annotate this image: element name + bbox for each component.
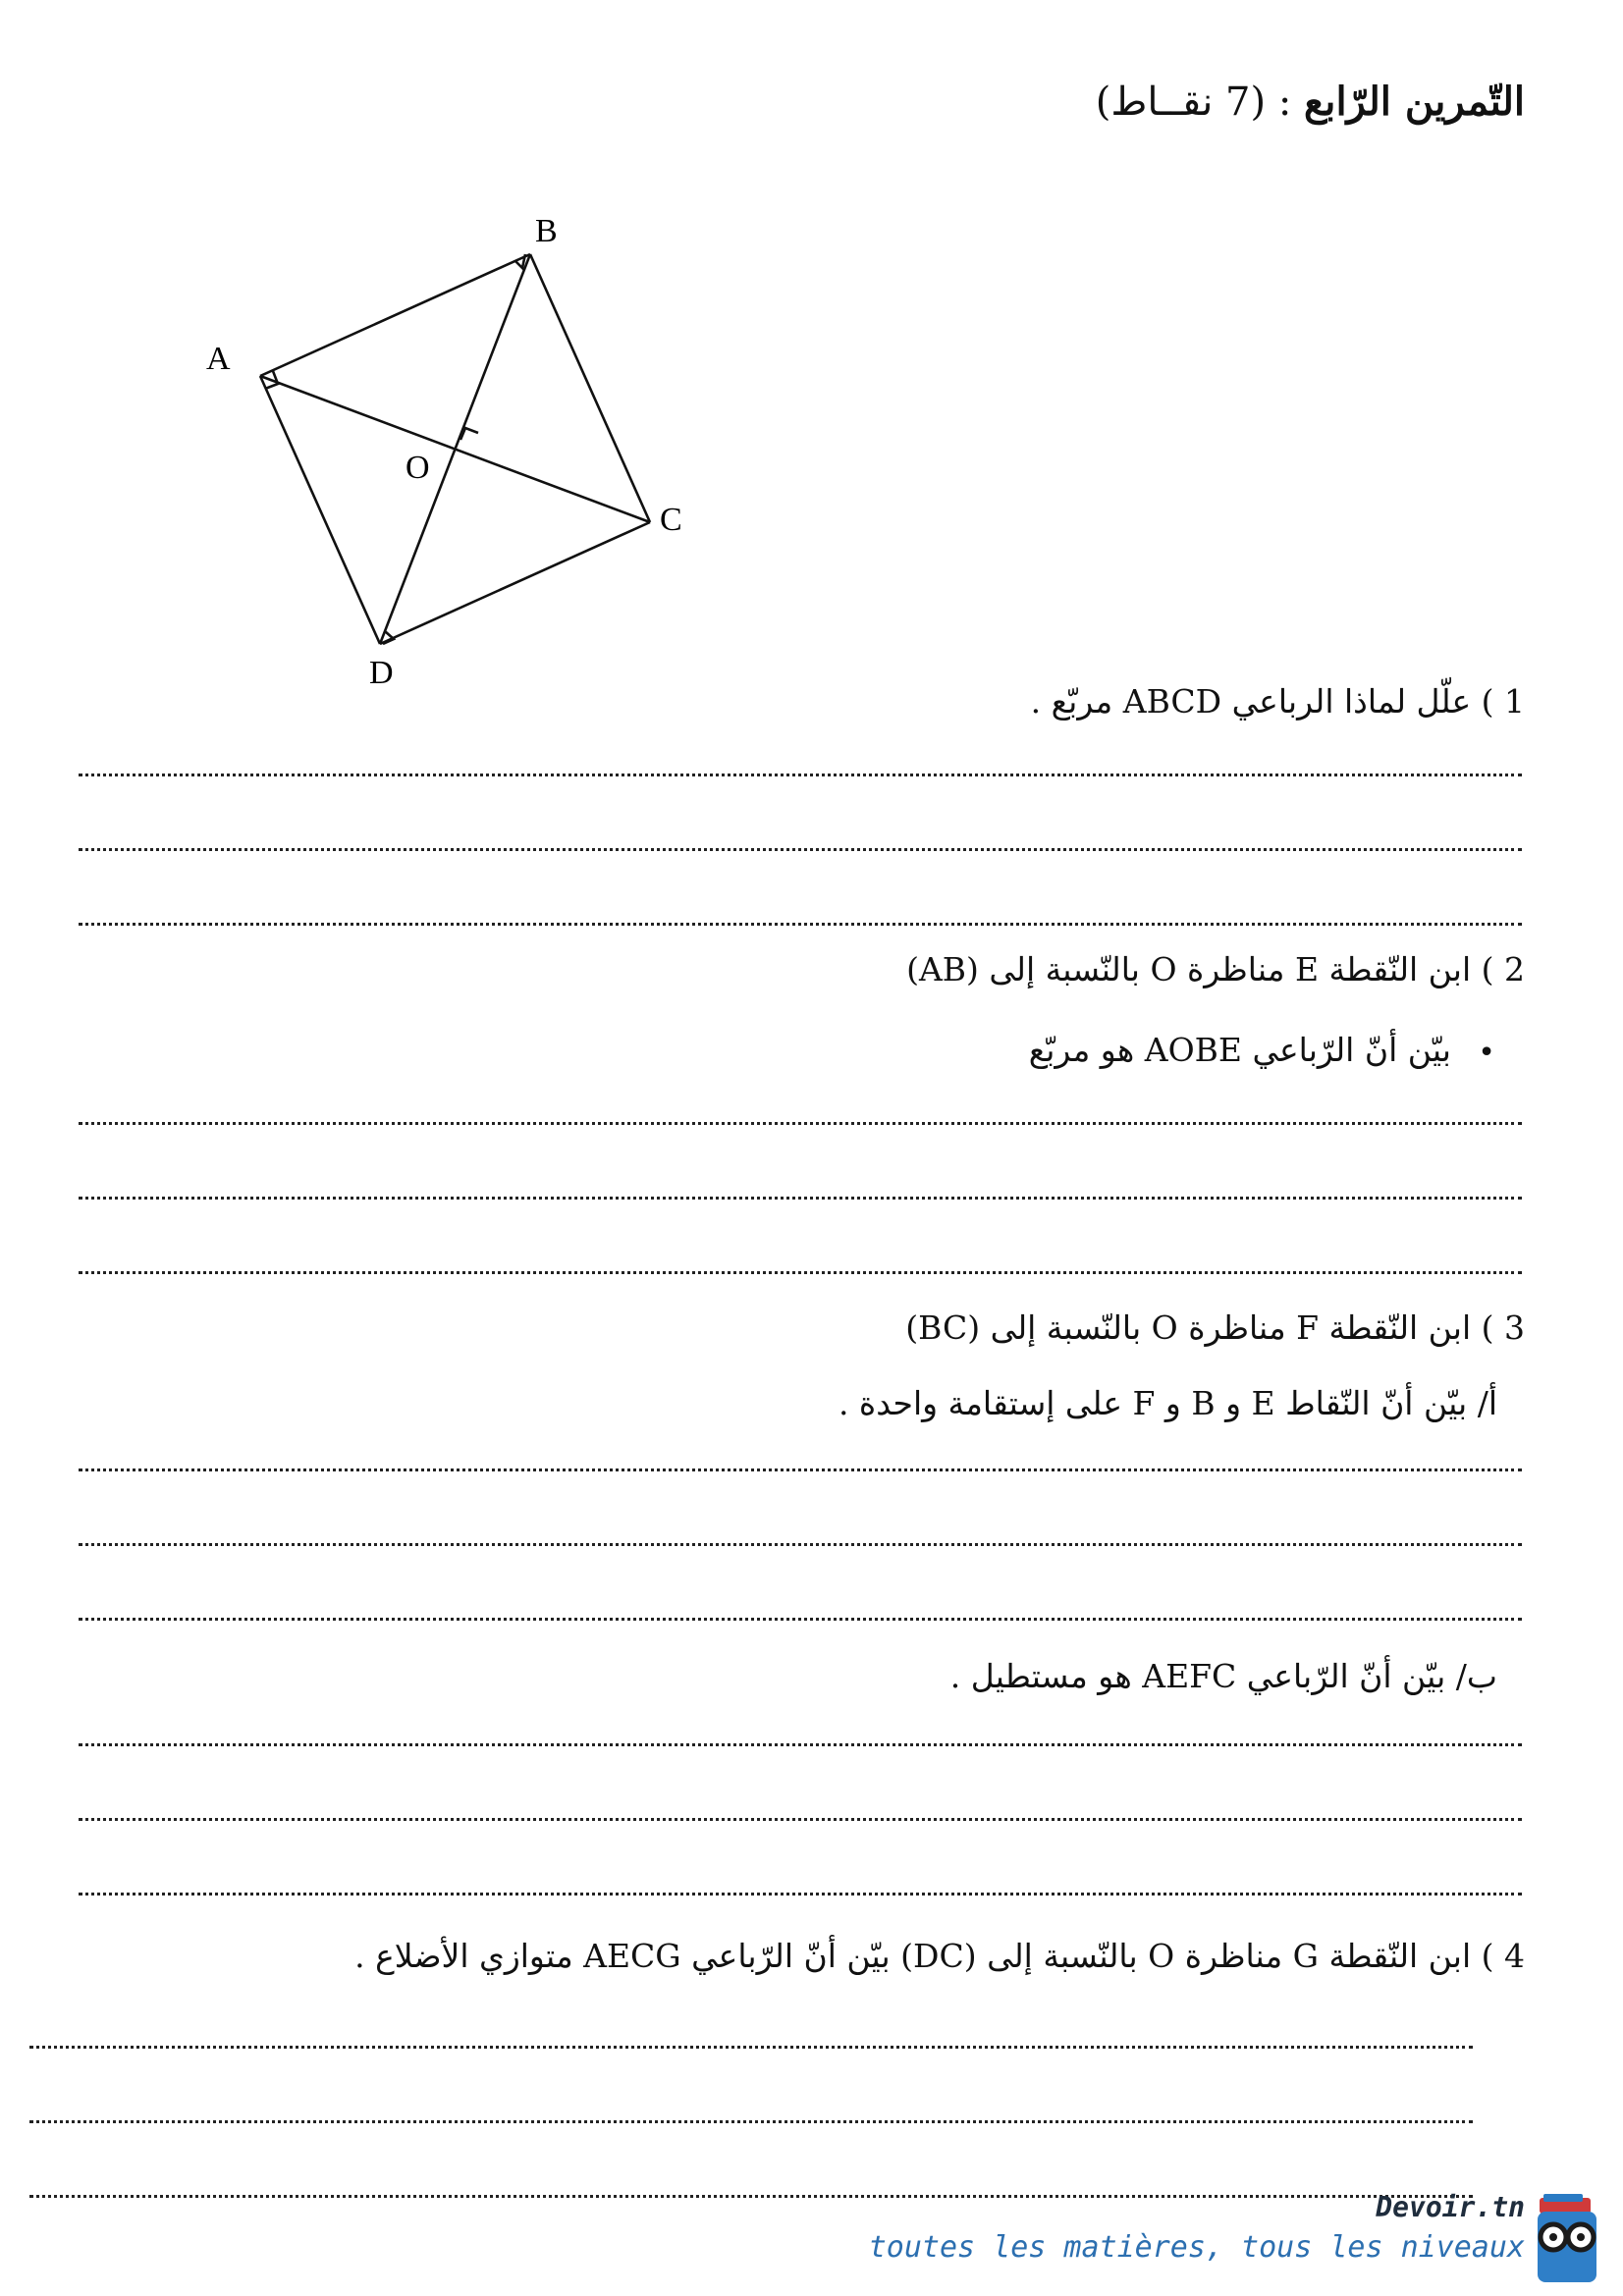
exercise-title	[1096, 79, 1525, 125]
answer-line-1c[interactable]	[79, 923, 1522, 926]
owl-glasses-logo-icon	[1534, 2194, 1602, 2284]
answer-line-3a-2[interactable]	[79, 1543, 1522, 1546]
question-3: 3 ) ابن النّقطة F مناظرة O بالنّسبة إلى (BC)	[905, 1308, 1525, 1347]
answer-line-2b[interactable]	[79, 1197, 1522, 1200]
answer-line-4a[interactable]	[29, 2046, 1473, 2049]
brand-slogan: toutes les matières, tous les niveaux	[868, 2230, 1525, 2265]
exercise-heading: التّمرين الرّابع	[1304, 79, 1525, 125]
answer-line-1b[interactable]	[79, 848, 1522, 851]
question-3b: ب/ بيّن أنّ الرّباعي AEFC هو مستطيل .	[949, 1657, 1497, 1695]
label-c: C	[660, 502, 682, 538]
side-da	[260, 376, 380, 644]
answer-line-3a-1[interactable]	[79, 1468, 1522, 1471]
square-abcd-figure	[177, 196, 727, 707]
question-2-sub: بيّن أنّ الرّباعي AOBE هو مربّع	[1028, 1031, 1451, 1069]
answer-line-2a[interactable]	[79, 1122, 1522, 1125]
right-angle-mark-b	[515, 254, 525, 268]
question-2: 2 ) ابن النّقطة E مناظرة O بالنّسبة إلى (AB)	[906, 950, 1525, 988]
side-bc	[530, 254, 650, 522]
answer-line-1a[interactable]	[79, 774, 1522, 776]
bullet-icon: •	[1478, 1036, 1495, 1070]
answer-line-3a-3[interactable]	[79, 1618, 1522, 1621]
answer-line-3b-3[interactable]	[79, 1893, 1522, 1896]
label-a: A	[206, 341, 231, 377]
label-b: B	[535, 213, 558, 249]
question-3a: أ/ بيّن أنّ النّقاط E و B و F على إستقامة واحدة .	[838, 1384, 1497, 1422]
brand-name: Devoir.tn	[1376, 2191, 1525, 2223]
answer-line-3b-2[interactable]	[79, 1818, 1522, 1821]
question-4: 4 ) ابن النّقطة G مناظرة O بالنّسبة إلى (DC) بيّن أنّ الرّباعي AECG متوازي الأضلاع .	[354, 1937, 1525, 1975]
answer-line-3b-1[interactable]	[79, 1743, 1522, 1746]
answer-line-4c[interactable]	[29, 2195, 1473, 2198]
answer-line-4b[interactable]	[29, 2120, 1473, 2123]
exercise-points: : (7 نقــاط)	[1095, 80, 1292, 125]
label-d: D	[369, 655, 394, 691]
question-1: 1 ) علّل لماذا الرباعي ABCD مربّع .	[1030, 682, 1525, 721]
label-o: O	[406, 450, 430, 486]
answer-line-2c[interactable]	[79, 1271, 1522, 1274]
